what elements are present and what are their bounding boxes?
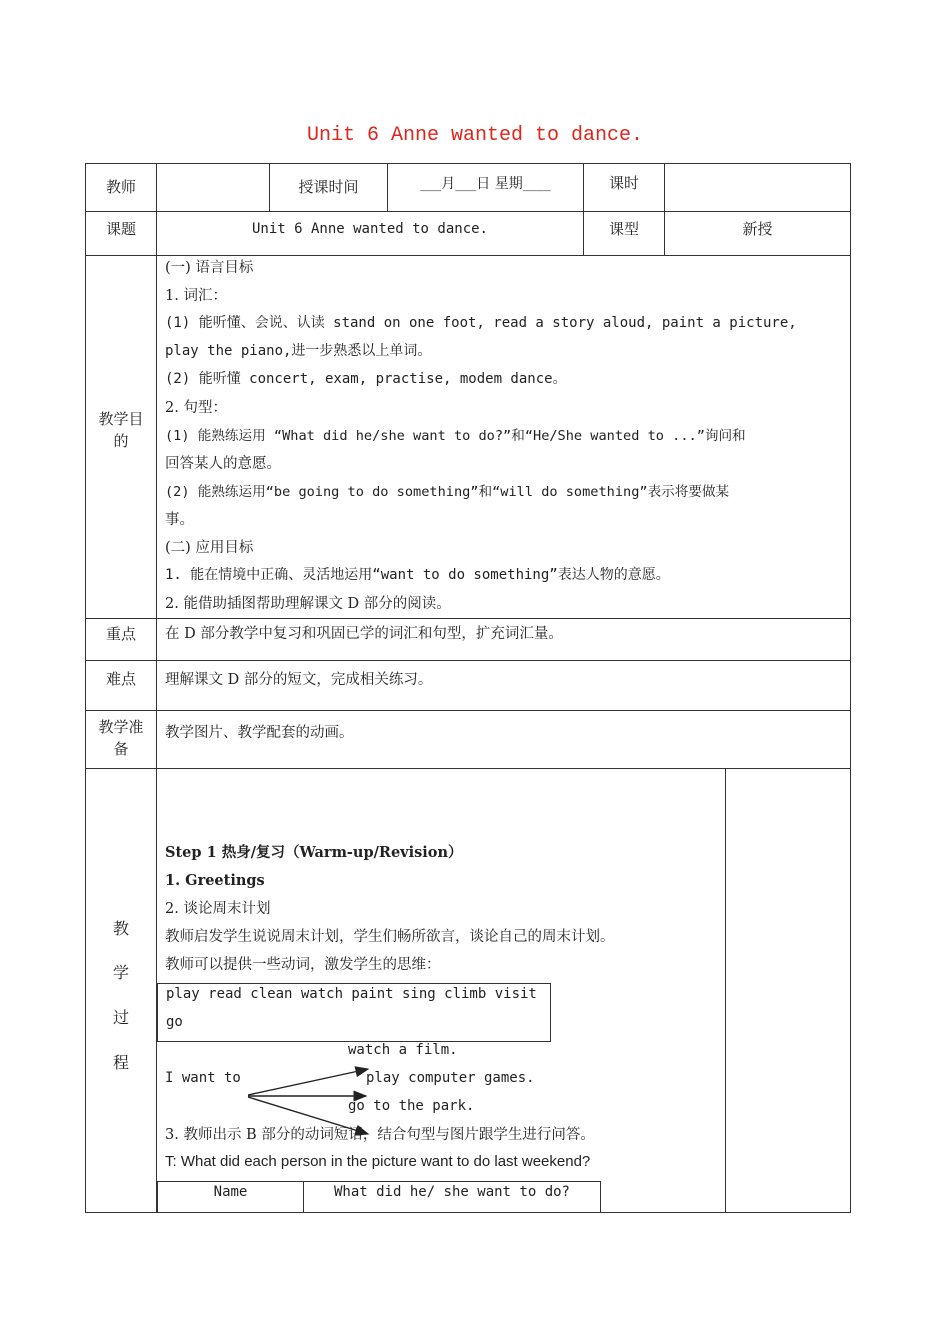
objective-line: (2) 能熟练运用“be going to do something”和“will do something”表示将要做某 <box>165 484 730 500</box>
topic-value: Unit 6 Anne wanted to dance. <box>251 220 488 237</box>
teacher-label: 教师 <box>105 178 136 197</box>
objective-line: (1) 能熟练运用 “What did he/she want to do?”和“He/She wanted to ...”询问和 <box>165 428 746 444</box>
process-label-char: 学 <box>113 963 130 982</box>
greetings-item: 1. Greetings <box>165 872 265 889</box>
grid-line <box>156 163 157 1213</box>
key-points-label: 重点 <box>105 624 136 643</box>
diagram-stem: I want to <box>165 1070 241 1086</box>
verbs-line: go <box>166 1014 183 1030</box>
grid-line <box>725 768 726 1212</box>
activity-table <box>157 1181 601 1213</box>
grid-line <box>850 163 851 1213</box>
teacher-value <box>157 164 269 211</box>
period-label: 课时 <box>608 173 639 192</box>
grid-line <box>85 618 851 619</box>
step1-heading: Step 1 热身/复习（Warm-up/Revision） <box>165 844 463 861</box>
verbs-box <box>157 983 551 1042</box>
objective-line: play the piano,进一步熟悉以上单词。 <box>165 343 432 359</box>
objectives-label: 教学目的 <box>98 409 144 450</box>
difficulties-text: 理解课文 D 部分的短文，完成相关练习。 <box>165 672 433 688</box>
objective-line: (2) 能听懂 concert, exam, practise, modem dance。 <box>165 371 567 387</box>
objectives-content <box>165 256 845 616</box>
objective-line: (二) 应用目标 <box>165 540 254 556</box>
objective-line: (一) 语言目标 <box>165 260 254 276</box>
objective-line: 2. 句型： <box>165 400 227 416</box>
objective-line: 2. 能借助插图帮助理解课文 D 部分的阅读。 <box>165 596 451 612</box>
weekend-plan-item: 2. 谈论周末计划 <box>165 901 271 917</box>
difficulties-label: 难点 <box>105 669 136 688</box>
grid-line <box>85 768 851 769</box>
grid-line <box>85 660 851 661</box>
key-points-text: 在 D 部分教学中复习和巩固已学的词汇和句型，扩充词汇量。 <box>165 626 563 642</box>
diagram-branch: go to the park. <box>348 1098 475 1114</box>
grid-line <box>85 710 851 711</box>
diagram-branch: watch a film. <box>348 1042 458 1058</box>
process-paragraph: 教师可以提供一些动词，激发学生的思维： <box>165 957 441 973</box>
process-label-char: 过 <box>113 1008 130 1027</box>
preparation-label: 教学准备 <box>98 717 144 758</box>
type-label: 课型 <box>608 219 639 238</box>
process-paragraph: 教师启发学生说说周末计划，学生们畅所欲言，谈论自己的周末计划。 <box>165 929 615 945</box>
page-title: Unit 6 Anne wanted to dance. <box>306 124 644 147</box>
date-value: ___月___日 星期____ <box>420 175 551 192</box>
diagram-branch: play computer games. <box>366 1070 535 1086</box>
objective-line: 1. 词汇： <box>165 288 227 304</box>
objective-line: 回答某人的意愿。 <box>165 456 281 472</box>
verbs-line: play read clean watch paint sing climb visit <box>166 986 537 1002</box>
objective-line: (1) 能听懂、会说、认读 stand on one foot, read a story aloud, paint a picture, <box>165 315 797 331</box>
process-item3: 3. 教师出示 B 部分的动词短语，结合句型与图片跟学生进行问答。 <box>165 1127 595 1143</box>
objective-line: 事。 <box>165 512 194 528</box>
time-label: 授课时间 <box>298 178 359 197</box>
process-label-char: 程 <box>113 1053 130 1072</box>
preparation-text: 教学图片、教学配套的动画。 <box>165 725 354 741</box>
teacher-question: T: What did each person in the picture want to do last weekend? <box>165 1153 591 1170</box>
table-header-name: Name <box>213 1183 248 1200</box>
arrow-icon <box>248 1069 368 1095</box>
process-label-char: 教 <box>113 919 130 938</box>
table-header-activity: What did he/ she want to do? <box>333 1183 570 1200</box>
period-value <box>665 164 850 211</box>
topic-label: 课题 <box>105 219 136 238</box>
objective-line: 1. 能在情境中正确、灵活地运用“want to do something”表达人物的意愿。 <box>165 567 670 583</box>
type-value: 新授 <box>742 219 773 238</box>
